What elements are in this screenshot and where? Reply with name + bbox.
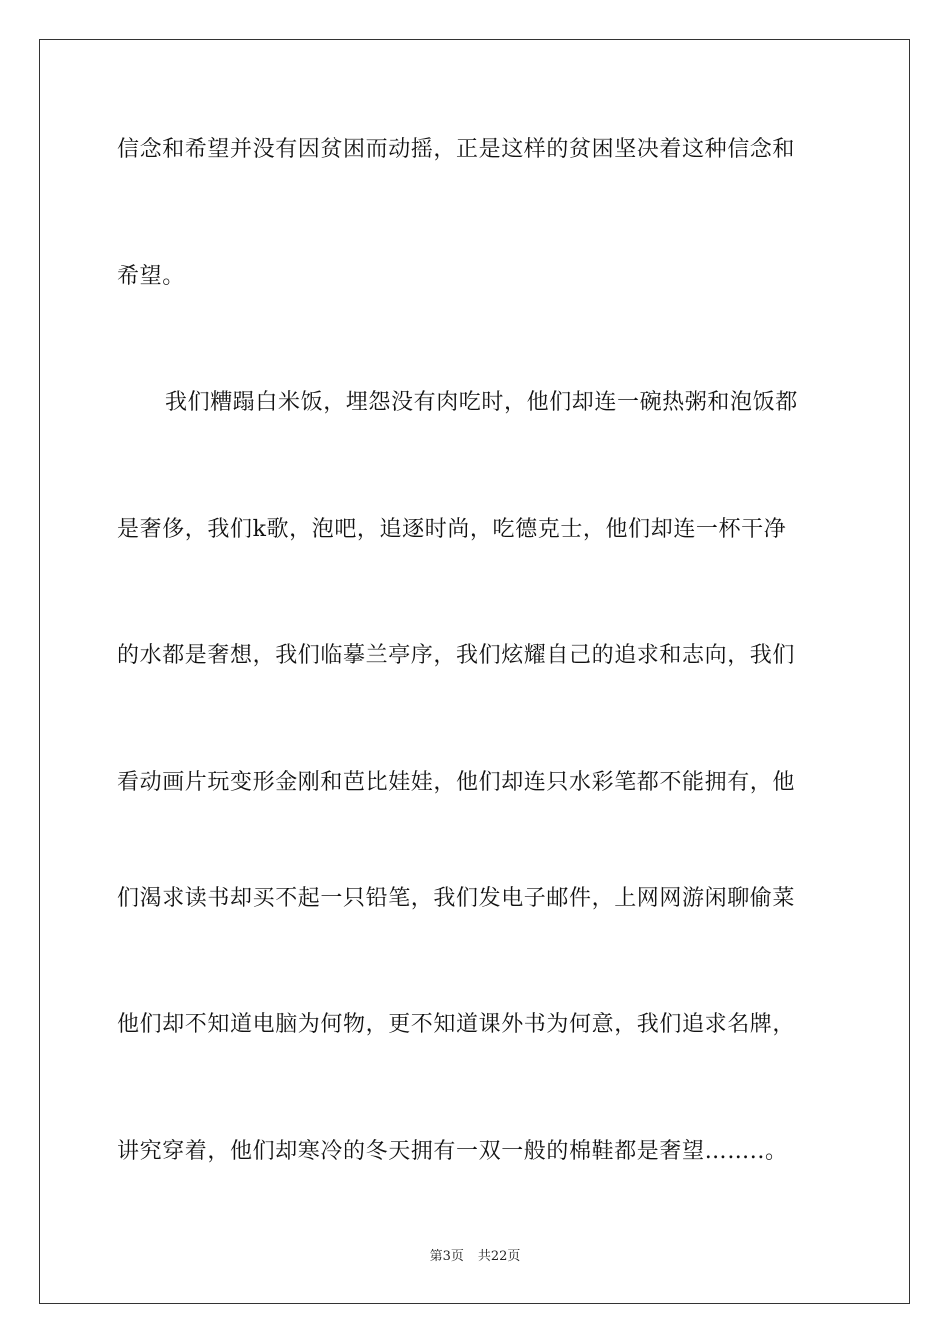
text-line: 信念和希望并没有因贫困而动摇，正是这样的贫困坚决着这种信念和 xyxy=(117,137,796,162)
text-line: 希望。 xyxy=(117,264,185,289)
page-border xyxy=(39,39,910,1304)
total-pages: 共22页 xyxy=(477,1249,521,1264)
text-line: 们渴求读书却买不起一只铅笔，我们发电子邮件，上网网游闲聊偷菜 xyxy=(117,886,796,911)
text-line: 是奢侈，我们k歌，泡吧，追逐时尚，吃德克士，他们却连一杯干净 xyxy=(117,517,787,542)
text-line: 的水都是奢想，我们临摹兰亭序，我们炫耀自己的追求和志向，我们 xyxy=(117,643,796,668)
page-number: 第3页 xyxy=(429,1249,464,1264)
text-line: 讲究穿着，他们却寒冷的冬天拥有一双一般的棉鞋都是奢望……..。 xyxy=(117,1139,788,1164)
paragraph-first-line: 我们糟蹋白米饭，埋怨没有肉吃时，他们却连一碗热粥和泡饭都 xyxy=(165,390,798,415)
text-line: 他们却不知道电脑为何物，更不知道课外书为何意，我们追求名牌， xyxy=(117,1012,796,1037)
text-line: 看动画片玩变形金刚和芭比娃娃，他们却连只水彩笔都不能拥有，他 xyxy=(117,770,796,795)
page-footer xyxy=(0,1248,950,1266)
